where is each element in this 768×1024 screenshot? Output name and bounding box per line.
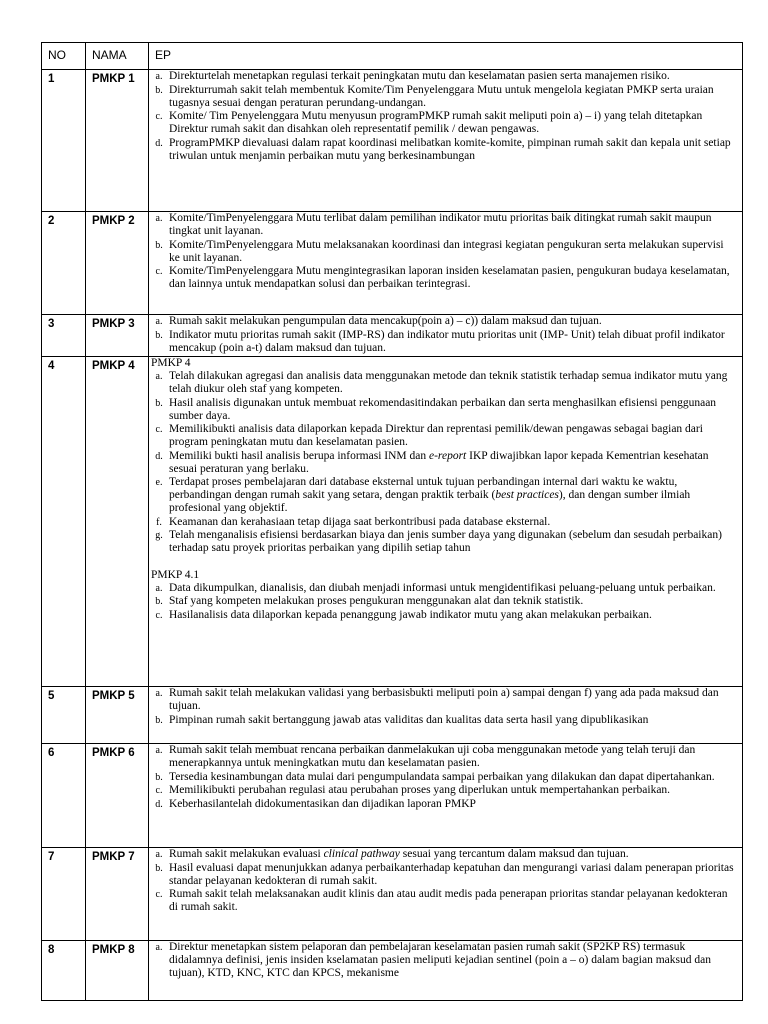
ep-item-marker: b. — [155, 239, 163, 251]
ep-list — [149, 212, 736, 291]
ep-item — [149, 315, 736, 328]
ep-item-text: Komite/TimPenyelenggara Mutu terlibat dalam pemilihan indikator mutu prioritas baik ditingkat rumah sakit maupun tingkat unit layanan. — [169, 212, 712, 237]
ep-item-text: Hasil evaluasi dapat menunjukkan adanya perbaikanterhadap kepatuhan dan mengurangi variasi dalam penerapan prioritas standar pelayanan kedokteran di rumah sakit. — [169, 861, 734, 887]
ep-item — [149, 110, 736, 136]
ep-item — [149, 784, 736, 797]
ep-item — [149, 595, 736, 608]
ep-item-text: Rumah sakit telah melakukan validasi yang berbasisbukti meliputi poin a) sampai dengan f) yang ada pada maksud dan tujuan. — [169, 687, 719, 712]
ep-item — [149, 239, 736, 265]
row-no: 5 — [42, 687, 86, 744]
header-no: NO — [42, 43, 86, 70]
ep-item — [149, 329, 736, 355]
row-no: 8 — [42, 941, 86, 1001]
ep-item — [149, 687, 736, 713]
row-ep — [149, 687, 743, 744]
ep-item-marker: d. — [155, 137, 163, 149]
ep-item-text: Pimpinan rumah sakit bertanggung jawab atas validitas dan kualitas data serta hasil yang dipublikasikan — [169, 713, 649, 726]
row-ep — [149, 70, 743, 212]
row-no: 3 — [42, 315, 86, 357]
ep-item — [149, 848, 736, 861]
ep-item-marker: b. — [155, 714, 163, 726]
ep-item-marker: a. — [155, 371, 163, 382]
table-row — [42, 212, 743, 315]
ep-item-marker: a. — [155, 849, 163, 860]
ep-item-text: Hasil analisis digunakan untuk membuat rekomendasitindakan perbaikan dan serta menghasilkan efisiensi penggunaan sumber daya. — [169, 396, 717, 422]
ep-item — [149, 798, 736, 811]
row-nama: PMKP 4 — [86, 357, 149, 687]
ep-item-marker: b. — [155, 862, 163, 874]
ep-item-marker: b. — [155, 329, 163, 341]
ep-item-marker: d. — [155, 798, 163, 810]
ep-item-marker: a. — [155, 688, 163, 699]
ep-item — [149, 862, 736, 888]
ep-item — [149, 70, 736, 83]
spacer — [149, 556, 736, 569]
row-ep — [149, 941, 743, 1001]
ep-item-text: Komite/TimPenyelenggara Mutu mengintegrasikan laporan insiden keselamatan pasien, pengukuran budaya keselamatan, dan lainnya untuk mendapatkan solusi dan perbaikan terintegrasi. — [169, 265, 730, 290]
row-ep — [149, 357, 743, 687]
ep-item — [149, 744, 736, 770]
table-row — [42, 70, 743, 212]
ep-item-text: Direkturtelah menetapkan regulasi terkait peningkatan mutu dan keselamatan pasien serta manajemen risiko. — [169, 70, 670, 82]
ep-item-text: Memilikibukti analisis data dilaporkan kepada Direktur dan reprentasi pemilik/dewan pengawas sebagai bagian dari program peningkatan mutu dan keselamatan pasien. — [169, 423, 703, 448]
ep-item-italic: best practices — [495, 489, 559, 501]
ep-item-text: Terdapat proses pembelajaran dari database eksternal untuk tujuan perbandingan internal dari waktu ke waktu, perbandingan dengan rumah sakit yang setara, dengan praktik terbaik ( — [169, 476, 678, 501]
ep-item-marker: b. — [155, 596, 163, 607]
table-row — [42, 941, 743, 1001]
row-ep — [149, 315, 743, 357]
row-nama: PMKP 6 — [86, 744, 149, 848]
ep-item-marker: c. — [155, 424, 163, 435]
ep-item-text: Direkturrumah sakit telah membentuk Komite/Tim Penyelenggara Mutu untuk mengelola kegiatan PMKP serta uraian tugasnya sesuai dengan peraturan perundang-undangan. — [169, 83, 714, 109]
ep-item-text: Keberhasilantelah didokumentasikan dan dijadikan laporan PMKP — [169, 797, 476, 810]
ep-item-marker: a. — [155, 71, 163, 82]
table-header-row — [42, 43, 743, 70]
ep-item-marker: a. — [155, 316, 163, 327]
ep-item-marker: a. — [155, 942, 163, 953]
ep-item — [149, 397, 736, 423]
ep-item — [149, 771, 736, 784]
table-row — [42, 357, 743, 687]
ep-item-text: Rumah sakit melakukan evaluasi — [169, 848, 324, 860]
ep-item-marker: c. — [155, 609, 163, 621]
ep-item-text: Telah menganalisis efisiensi berdasarkan biaya dan jenis sumber daya yang digunakan (sebelum dan sesudah perbaikan) terhadap satu proyek prioritas perbaikan yang dipilih setiap tahun — [169, 529, 722, 554]
ep-item-text: ProgramPMKP dievaluasi dalam rapat koordinasi melibatkan komite-komite, pimpinan rumah sakit dan kepala unit setiap triwulan untuk menjamin perbaikan mutu yang berkesinambungan — [169, 136, 731, 162]
ep-item-text: Komite/TimPenyelenggara Mutu melaksanakan koordinasi dan integrasi kegiatan pengukuran serta melakukan supervisi ke unit layanan. — [169, 238, 724, 264]
row-no: 1 — [42, 70, 86, 212]
row-ep — [149, 744, 743, 848]
header-nama: NAMA — [86, 43, 149, 70]
ep-item — [149, 888, 736, 914]
ep-item-text: Komite/ Tim Penyelenggara Mutu menyusun programPMKP rumah sakit meliputi poin a) – i) yang telah ditetapkan Direktur rumah sakit dan disahkan oleh representatif pemilik / dewan pengawas. — [169, 110, 703, 135]
row-nama: PMKP 3 — [86, 315, 149, 357]
row-no: 2 — [42, 212, 86, 315]
row-no: 6 — [42, 744, 86, 848]
table-row — [42, 848, 743, 941]
ep-item-marker: b. — [155, 771, 163, 783]
ep-item — [149, 212, 736, 238]
section-label: PMKP 4.1 — [151, 568, 200, 581]
ep-item — [149, 941, 736, 980]
ep-item-text: Direktur menetapkan sistem pelaporan dan pembelajaran keselamatan pasien rumah sakit (SP2KP RS) termasuk didalamnya definisi, jenis insiden kselamatan pasien meliputi kejadian sentinel (poin a – o) dalam bagian maksud dan tujuan), KTD, KNC, KTC dan KPCS, mekanisme — [169, 941, 711, 979]
row-no: 7 — [42, 848, 86, 941]
ep-item-italic: clinical pathway — [323, 848, 400, 860]
ep-item-text-cont: ), dan dengan sumber ilmiah profesional yang objektif. — [169, 489, 691, 514]
ep-item-text: Rumah sakit melakukan pengumpulan data mencakup(poin a) – c)) dalam maksud dan tujuan. — [169, 315, 602, 327]
ep-item — [149, 84, 736, 110]
ep-list — [149, 582, 736, 622]
ep-item — [149, 714, 736, 727]
ep-item-marker: a. — [155, 213, 163, 224]
ep-item-text: Hasilanalisis data dilaporkan kepada penanggung jawab indikator mutu yang akan melakukan perbaikan. — [169, 608, 652, 621]
row-nama: PMKP 5 — [86, 687, 149, 744]
ep-item — [149, 137, 736, 163]
ep-item — [149, 582, 736, 595]
ep-item-text: Memiliki bukti hasil analisis berupa informasi INM dan — [169, 449, 429, 462]
header-ep: EP — [149, 43, 743, 70]
ep-item-text: Telah dilakukan agregasi dan analisis data menggunakan metode dan teknik statistik terhadap semua indikator mutu yang telah diukur oleh staf yang kompeten. — [169, 370, 728, 395]
ep-item-marker: c. — [155, 266, 163, 277]
ep-item-text-cont: sesuai yang tercantum dalam maksud dan tujuan. — [399, 848, 629, 860]
ep-item-text-cont: IKP diwajibkan lapor kepada Kementrian kesehatan sesuai peraturan yang berlaku. — [169, 449, 709, 475]
ep-item-marker: f. — [156, 516, 162, 528]
ep-list — [149, 744, 736, 811]
ep-item — [149, 423, 736, 449]
ep-item-text: Data dikumpulkan, dianalisis, dan diubah menjadi informasi untuk mengidentifikasi peluang-peluang untuk perbaikan. — [169, 581, 716, 594]
ep-item-marker: g. — [155, 530, 163, 541]
ep-item-marker: b. — [155, 84, 163, 96]
row-no: 4 — [42, 357, 86, 687]
ep-item-marker: c. — [155, 785, 163, 796]
ep-item — [149, 370, 736, 396]
ep-item-text: Indikator mutu prioritas rumah sakit (IMP-RS) dan indikator mutu prioritas unit (IMP- Unit) telah dibuat profil indikator mencakup (poin a-t) dalam maksud dan tujuan. — [169, 328, 725, 354]
ep-item-marker: c. — [155, 111, 163, 122]
row-ep — [149, 212, 743, 315]
ep-item — [149, 516, 736, 529]
ep-list — [149, 70, 736, 163]
row-ep — [149, 848, 743, 941]
table-row — [42, 315, 743, 357]
ep-item — [149, 450, 736, 476]
ep-item-marker: d. — [155, 450, 163, 462]
ep-list — [149, 941, 736, 980]
ep-table — [41, 42, 743, 1001]
ep-item-text: Keamanan dan kerahasiaan tetap dijaga saat berkontribusi pada database eksternal. — [169, 515, 551, 528]
ep-list — [149, 687, 736, 727]
ep-item-marker: b. — [155, 397, 163, 409]
ep-item-italic: e-report — [429, 449, 467, 462]
ep-item-text: Rumah sakit telah melaksanakan audit klinis dan atau audit medis pada penerapan prioritas standar pelayanan kedokteran di rumah sakit. — [169, 888, 728, 913]
ep-item-text: Staf yang kompeten melakukan proses pengukuran menggunakan alat dan teknik statistik. — [169, 595, 584, 607]
table-row — [42, 744, 743, 848]
row-nama: PMKP 2 — [86, 212, 149, 315]
ep-item-marker: c. — [155, 889, 163, 900]
ep-list — [149, 370, 736, 555]
ep-list — [149, 848, 736, 914]
ep-item — [149, 529, 736, 555]
ep-item-text: Rumah sakit telah membuat rencana perbaikan danmelakukan uji coba menggunakan metode yang telah teruji dan menerapkannya untuk meningkatkan mutu dan keselamatan pasien. — [169, 744, 696, 769]
ep-item — [149, 265, 736, 291]
row-nama: PMKP 7 — [86, 848, 149, 941]
ep-item — [149, 609, 736, 622]
ep-list — [149, 315, 736, 355]
row-nama: PMKP 1 — [86, 70, 149, 212]
ep-item-marker: e. — [155, 477, 163, 488]
ep-item-text: Memilikibukti perubahan regulasi atau perubahan proses yang diperlukan untuk mempertahankan perbaikan. — [169, 784, 671, 796]
ep-item-text: Tersedia kesinambungan data mulai dari pengumpulandata sampai perbaikan yang dilakukan dan dapat dipertahankan. — [169, 770, 715, 783]
ep-item-marker: a. — [155, 745, 163, 756]
section-label: PMKP 4 — [151, 357, 191, 369]
table-row — [42, 687, 743, 744]
ep-item-marker: a. — [155, 582, 163, 594]
row-nama: PMKP 8 — [86, 941, 149, 1001]
ep-item — [149, 476, 736, 515]
